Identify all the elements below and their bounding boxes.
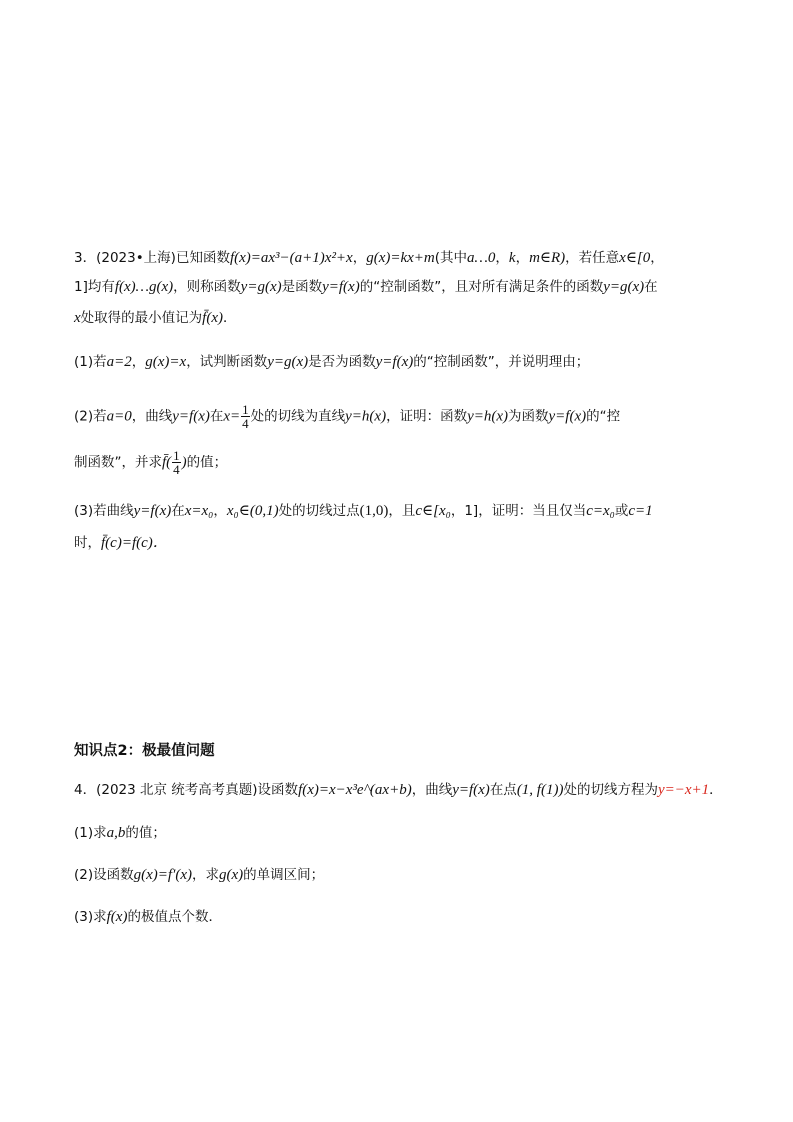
fraction-one-quarter: $\frac{1}{4}$ <box>242 402 249 431</box>
problem3-line1: 3．(2023•上海)已知函数f(x)=ax³−(a+1)x²+x，g(x)=kx+m(其中a…0，k，m∈R)，若任意x∈[0， <box>74 250 664 266</box>
problem3-question2-line2: 制函数”，并求f̄( $\frac{1}{4}$ )的值； <box>74 448 228 477</box>
problem3-line2: 1]均有f(x)…g(x)，则称函数y=g(x)是函数y=f(x)的“控制函数”，且对所有满足条件的函数y=g(x)在 <box>74 279 658 295</box>
problem3-question3-line2: 时，f̄(c)=f(c)． <box>74 535 168 551</box>
problem4-line1: 4．(2023 北京 统考高考真题)设函数f(x)=x−x³e^(ax+b)，曲线y=f(x)在点(1, f(1))处的切线方程为y=−x+1． <box>74 782 723 798</box>
problem4-question2: (2)设函数g(x)=f′(x)，求g(x)的单调区间； <box>74 867 325 883</box>
problem3-question3-line1: (3)若曲线y=f(x)在x=x₀，x₀∈(0,1)处的切线过点(1,0)，且c∈[x₀，1]，证明：当且仅当c=x₀或c=1 <box>74 503 653 519</box>
problem3-question1: (1)若a=2，g(x)=x，试判断函数y=g(x)是否为函数y=f(x)的“控制函数”，并说明理由； <box>74 354 590 370</box>
problem4-question1: (1)求a,b的值； <box>74 825 166 841</box>
tangent-line-answer: y=−x+1 <box>657 782 710 798</box>
section-title: 知识点2：极最值问题 <box>74 743 215 759</box>
problem3-line3: x处取得的最小值记为f̄(x)． <box>74 310 237 326</box>
problem3-question2-line1: (2)若a=0，曲线y=f(x)在x= $\frac{1}{4}$ 处的切线为直线y=h(x)，证明：函数y=h(x)为函数y=f(x)的“控 <box>74 402 621 431</box>
problem4-question3: (3)求f(x)的极值点个数． <box>74 909 222 925</box>
fraction-one-quarter-2: $\frac{1}{4}$ <box>173 448 180 477</box>
